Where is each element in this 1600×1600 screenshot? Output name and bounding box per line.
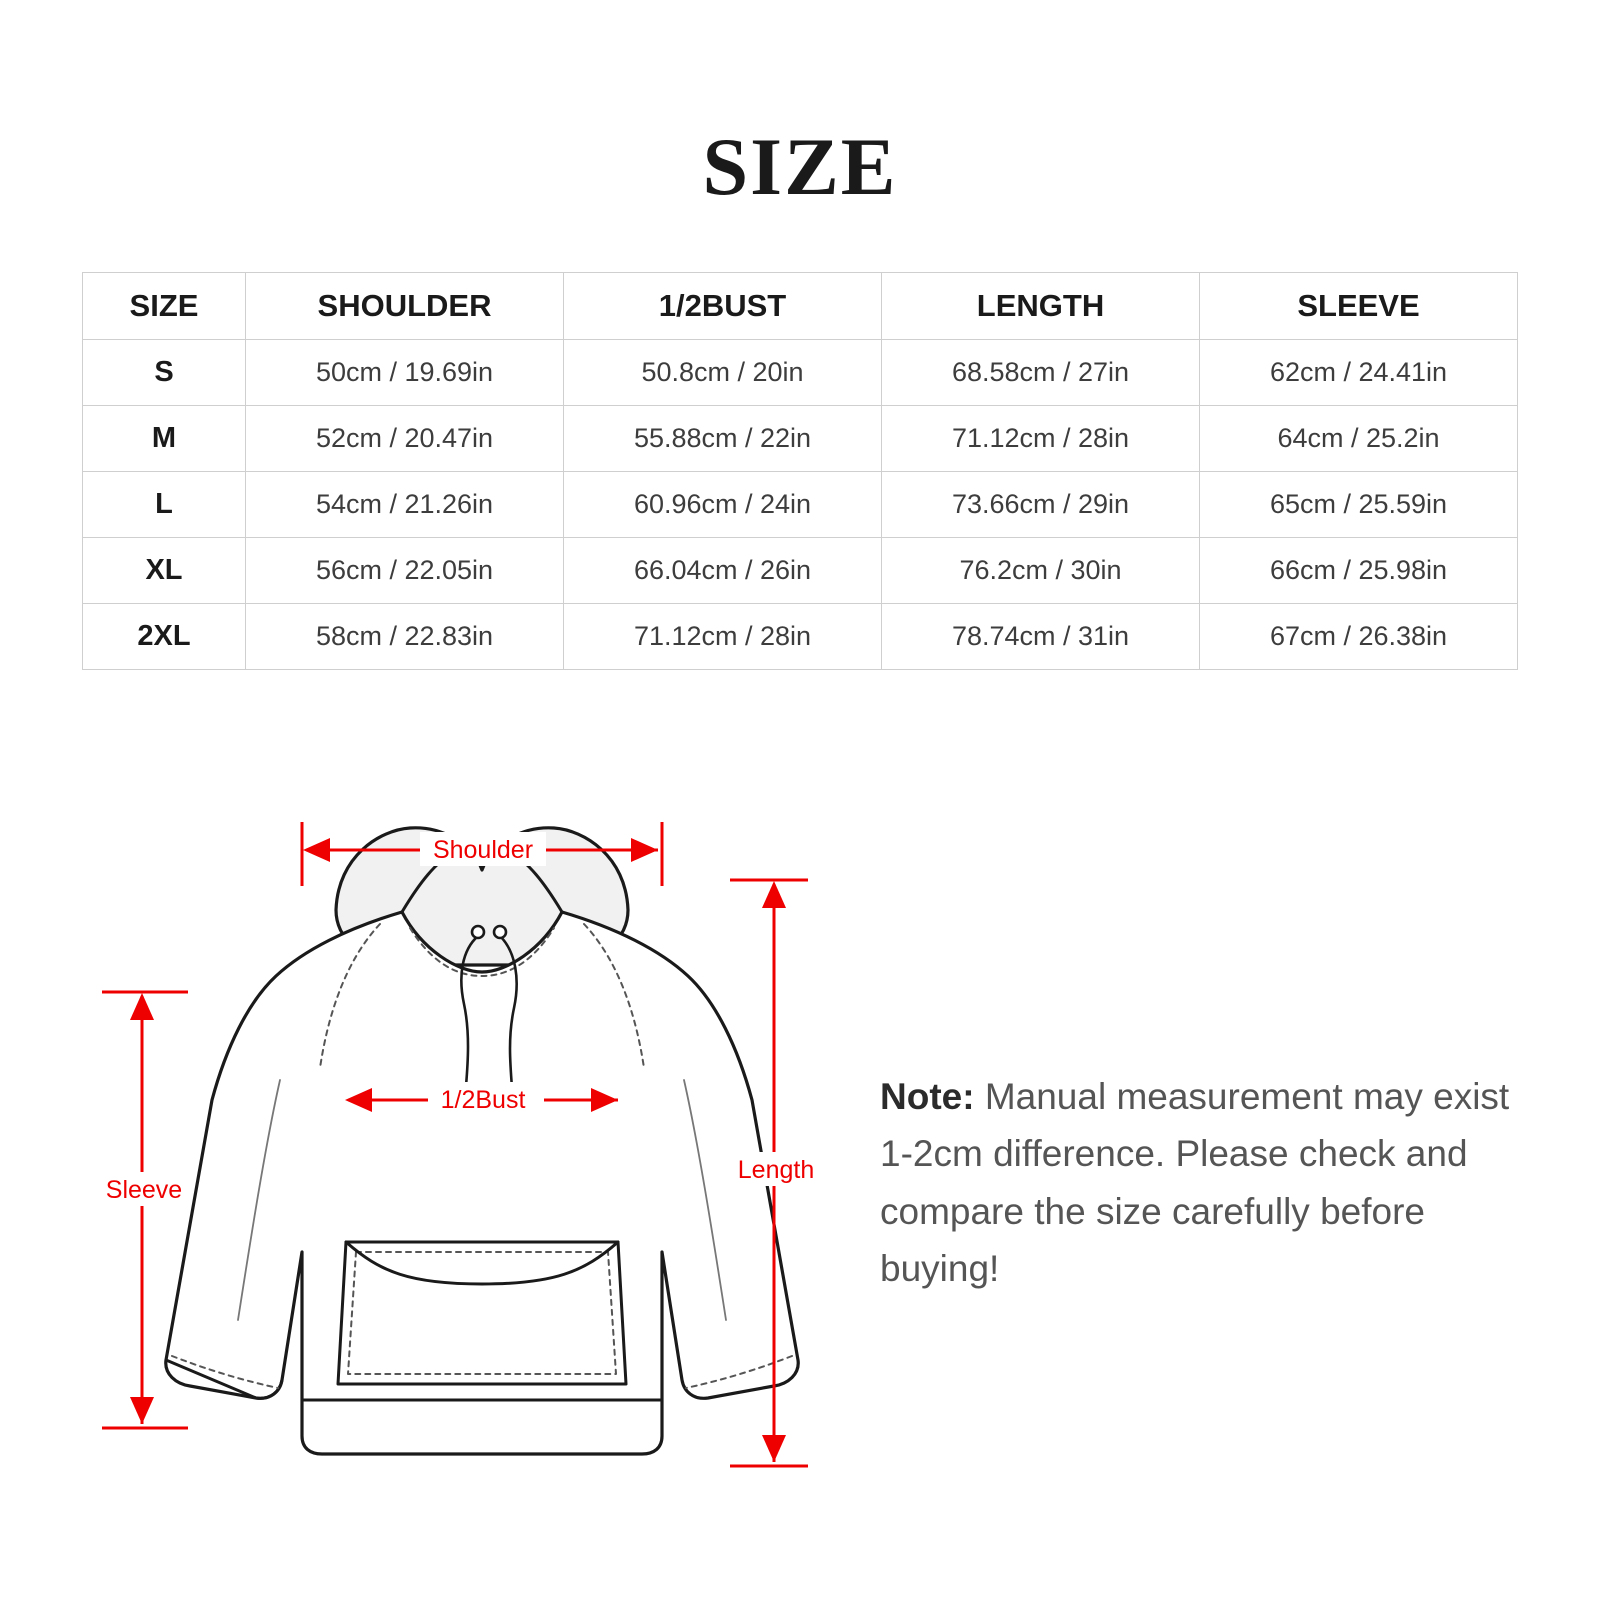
cell-size: M	[83, 406, 246, 472]
cell-sleeve: 67cm / 26.38in	[1200, 604, 1518, 670]
column-header-size: SIZE	[83, 273, 246, 340]
cell-shoulder: 56cm / 22.05in	[246, 538, 564, 604]
cell-size: XL	[83, 538, 246, 604]
cell-size: S	[83, 340, 246, 406]
table-row	[83, 472, 1518, 538]
table-row	[83, 604, 1518, 670]
cell-shoulder: 50cm / 19.69in	[246, 340, 564, 406]
size-chart-table	[82, 272, 1518, 670]
cell-shoulder: 54cm / 21.26in	[246, 472, 564, 538]
shoulder-label: Shoulder	[432, 836, 534, 864]
cell-bust: 66.04cm / 26in	[564, 538, 882, 604]
cell-sleeve: 66cm / 25.98in	[1200, 538, 1518, 604]
cell-sleeve: 64cm / 25.2in	[1200, 406, 1518, 472]
measurement-note	[880, 1068, 1520, 1297]
column-header-bust: 1/2BUST	[564, 273, 882, 340]
length-label: Length	[737, 1156, 815, 1184]
cell-bust: 50.8cm / 20in	[564, 340, 882, 406]
cell-sleeve: 62cm / 24.41in	[1200, 340, 1518, 406]
cell-bust: 60.96cm / 24in	[564, 472, 882, 538]
hoodie-illustration	[166, 828, 798, 1454]
column-header-length: LENGTH	[882, 273, 1200, 340]
cell-shoulder: 58cm / 22.83in	[246, 604, 564, 670]
cell-bust: 55.88cm / 22in	[564, 406, 882, 472]
cell-size: L	[83, 472, 246, 538]
cell-size: 2XL	[83, 604, 246, 670]
cell-length: 73.66cm / 29in	[882, 472, 1200, 538]
table-row	[83, 538, 1518, 604]
bust-label: 1/2Bust	[440, 1086, 526, 1114]
column-header-shoulder: SHOULDER	[246, 273, 564, 340]
cell-length: 68.58cm / 27in	[882, 340, 1200, 406]
table-row	[83, 340, 1518, 406]
cell-bust: 71.12cm / 28in	[564, 604, 882, 670]
page-title: SIZE	[702, 121, 898, 212]
column-header-sleeve: SLEEVE	[1200, 273, 1518, 340]
cell-length: 71.12cm / 28in	[882, 406, 1200, 472]
cell-length: 78.74cm / 31in	[882, 604, 1200, 670]
sleeve-label: Sleeve	[105, 1176, 183, 1204]
table-header-row	[83, 273, 1518, 340]
hoodie-measurement-diagram	[80, 800, 880, 1520]
note-text: Manual measurement may exist 1-2cm difference. Please check and compare the size carefully before buying!	[880, 1076, 1510, 1290]
cell-length: 76.2cm / 30in	[882, 538, 1200, 604]
table-row	[83, 406, 1518, 472]
note-label: Note:	[880, 1076, 975, 1117]
cell-sleeve: 65cm / 25.59in	[1200, 472, 1518, 538]
cell-shoulder: 52cm / 20.47in	[246, 406, 564, 472]
